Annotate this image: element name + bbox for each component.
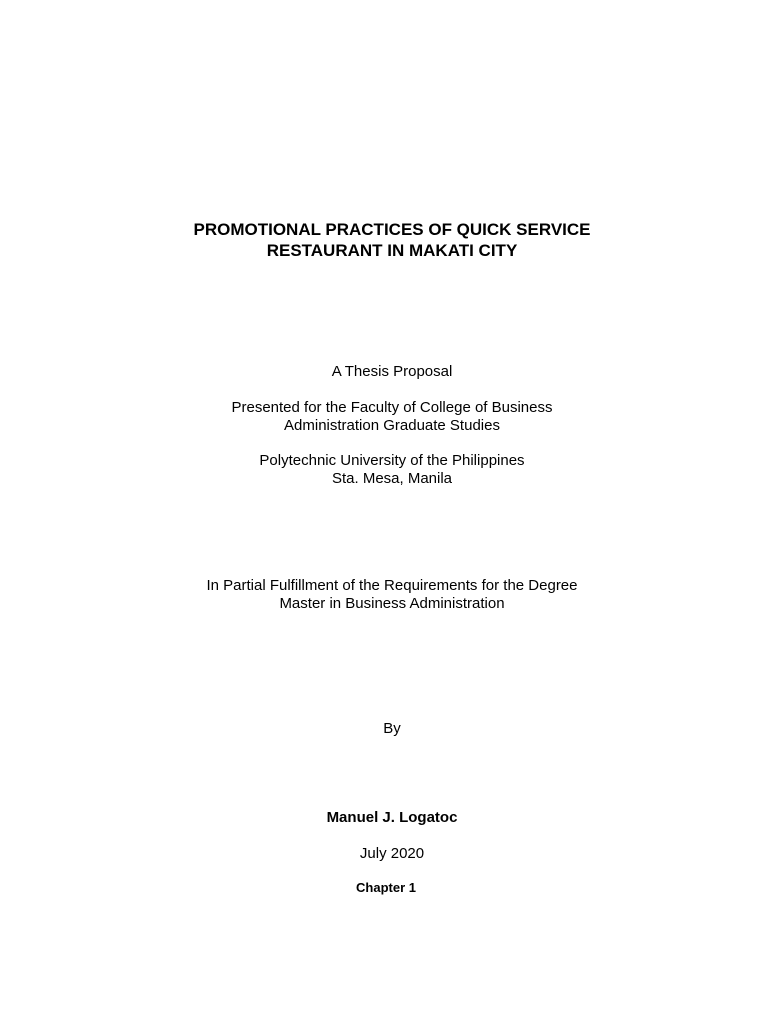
by-label: By: [383, 720, 401, 737]
degree-name: Master in Business Administration: [279, 595, 505, 612]
fulfillment-line-1: In Partial Fulfillment of the Requirements for the Degree: [206, 577, 578, 594]
thesis-proposal-label: A Thesis Proposal: [331, 363, 453, 380]
thesis-title-line-2: RESTAURANT IN MAKATI CITY: [266, 241, 518, 260]
presented-for-line-2: Administration Graduate Studies: [284, 417, 500, 434]
university-name: Polytechnic University of the Philippines: [259, 452, 525, 469]
chapter-heading: Chapter 1: [356, 880, 416, 895]
university-location: Sta. Mesa, Manila: [331, 470, 453, 487]
thesis-title-line-1: PROMOTIONAL PRACTICES OF QUICK SERVICE: [193, 220, 591, 239]
submission-date: July 2020: [359, 845, 425, 862]
presented-for-line-1: Presented for the Faculty of College of Business: [231, 399, 553, 416]
author-name: Manuel J. Logatoc: [326, 809, 458, 826]
